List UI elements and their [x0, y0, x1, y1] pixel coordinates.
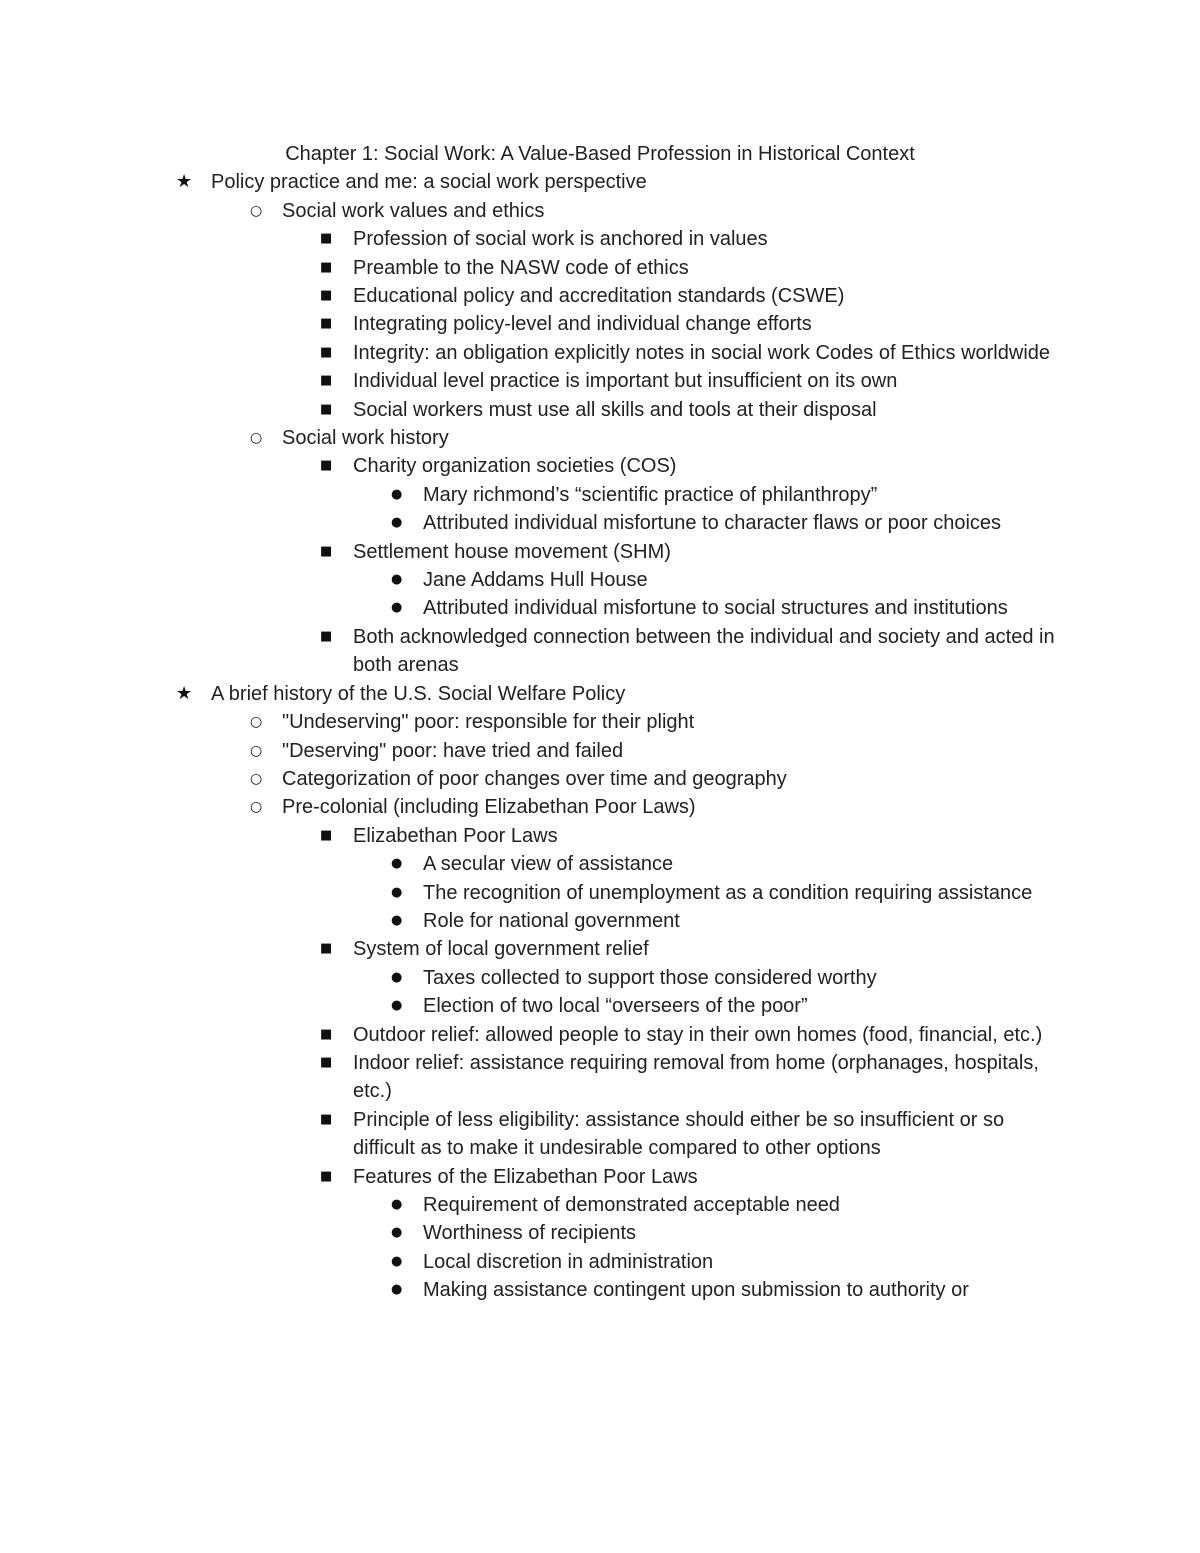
- outline-item-level-3: [0, 1049, 1063, 1106]
- square-bullet-icon: ■: [320, 259, 333, 275]
- square-bullet-icon: ■: [320, 401, 333, 417]
- outline-item-level-4: [0, 566, 1063, 594]
- outline-item-text: Social workers must use all skills and tools at their disposal: [353, 398, 877, 421]
- hollow-circle-bullet-icon: ○: [250, 430, 263, 447]
- star-bullet-icon: ★: [176, 682, 193, 704]
- dot-bullet-icon: ●: [391, 969, 403, 985]
- outline-item-text: Social work values and ethics: [282, 199, 545, 222]
- outline-item-level-3: [0, 935, 1063, 963]
- outline-item-text: Policy practice and me: a social work perspective: [211, 171, 647, 194]
- square-bullet-icon: ■: [320, 628, 333, 644]
- outline-item-text: Elizabethan Poor Laws: [353, 824, 558, 847]
- dot-bullet-icon: ●: [391, 856, 403, 872]
- outline-item-level-3: [0, 367, 1063, 395]
- outline-item-text: "Undeserving" poor: responsible for their plight: [282, 711, 695, 734]
- outline-item-level-4: [0, 907, 1063, 935]
- dot-bullet-icon: ●: [391, 1253, 403, 1269]
- outline-item-text: Making assistance contingent upon submission to authority or: [423, 1279, 969, 1302]
- outline-item-level-3: [0, 623, 1063, 680]
- square-bullet-icon: ■: [320, 1026, 333, 1042]
- square-bullet-icon: ■: [320, 1054, 333, 1070]
- outline-item-level-4: [0, 509, 1063, 537]
- outline-item-level-3: [0, 225, 1063, 253]
- outline-item-text: "Deserving" poor: have tried and failed: [282, 739, 624, 762]
- outline-item-level-2: [0, 793, 1062, 821]
- square-bullet-icon: ■: [320, 941, 333, 957]
- dot-bullet-icon: ●: [391, 1225, 403, 1241]
- square-bullet-icon: ■: [320, 373, 333, 389]
- outline-item-level-4: [0, 964, 1063, 992]
- outline-item-text: Pre-colonial (including Elizabethan Poor Laws): [282, 796, 696, 819]
- dot-bullet-icon: ●: [391, 884, 403, 900]
- outline-item-level-2: [0, 708, 1062, 736]
- outline-item-level-4: [0, 1276, 1063, 1304]
- outline-item-text: Local discretion in administration: [423, 1250, 714, 1273]
- outline-item-level-3: [0, 254, 1063, 282]
- outline-item-text: Integrating policy-level and individual change efforts: [353, 313, 812, 336]
- outline-item-level-2: [0, 197, 1062, 225]
- outline-item-text: Both acknowledged connection between the individual and society and acted in both arenas: [353, 625, 1055, 677]
- outline-item-text: Taxes collected to support those considered worthy: [423, 966, 877, 989]
- star-bullet-icon: ★: [176, 171, 193, 193]
- outline-item-text: Worthiness of recipients: [423, 1222, 637, 1245]
- outline-item-level-3: [0, 282, 1063, 310]
- square-bullet-icon: ■: [320, 316, 333, 332]
- square-bullet-icon: ■: [320, 1168, 333, 1184]
- dot-bullet-icon: ●: [391, 486, 403, 502]
- square-bullet-icon: ■: [320, 827, 333, 843]
- square-bullet-icon: ■: [320, 344, 333, 360]
- outline-item-text: Election of two local “overseers of the poor”: [423, 995, 808, 1018]
- outline-item-text: A brief history of the U.S. Social Welfare Policy: [211, 682, 626, 705]
- outline-item-level-3: [0, 1021, 1063, 1049]
- outline-item-level-1: [0, 680, 1071, 708]
- hollow-circle-bullet-icon: ○: [250, 770, 263, 787]
- outline-item-text: Settlement house movement (SHM): [353, 540, 671, 563]
- outline-item-text: Preamble to the NASW code of ethics: [353, 256, 689, 279]
- outline-item-text: Profession of social work is anchored in values: [353, 228, 768, 251]
- outline-item-level-3: [0, 452, 1063, 480]
- outline-item-text: Categorization of poor changes over time and geography: [282, 767, 787, 790]
- outline-item-text: Attributed individual misfortune to social structures and institutions: [423, 597, 1008, 620]
- outline-item-text: Integrity: an obligation explicitly notes in social work Codes of Ethics worldwide: [353, 341, 1051, 364]
- outline-item-level-3: [0, 1163, 1063, 1191]
- hollow-circle-bullet-icon: ○: [250, 799, 263, 816]
- outline-item-text: Charity organization societies (COS): [353, 455, 677, 478]
- outline-item-level-3: [0, 822, 1063, 850]
- outline-item-level-1: [0, 168, 1071, 196]
- outline-item-text: Role for national government: [423, 909, 680, 932]
- outline-item-level-3: [0, 1106, 1063, 1163]
- outline-item-text: Requirement of demonstrated acceptable need: [423, 1194, 840, 1217]
- outline-item-text: Social work history: [282, 427, 449, 450]
- square-bullet-icon: ■: [320, 458, 333, 474]
- outline-item-level-4: [0, 1248, 1063, 1276]
- dot-bullet-icon: ●: [391, 515, 403, 531]
- outline-item-text: Educational policy and accreditation standards (CSWE): [353, 285, 845, 308]
- dot-bullet-icon: ●: [391, 1197, 403, 1213]
- outline-item-text: Indoor relief: assistance requiring removal from home (orphanages, hospitals, etc.): [353, 1051, 1039, 1103]
- outline-item-text: Mary richmond’s “scientific practice of philanthropy”: [423, 483, 878, 506]
- outline-item-text: A secular view of assistance: [423, 853, 674, 876]
- outline-item-level-3: [0, 339, 1063, 367]
- outline-item-level-4: [0, 481, 1063, 509]
- outline-item-level-3: [0, 538, 1063, 566]
- outline-item-level-4: [0, 1219, 1063, 1247]
- dot-bullet-icon: ●: [391, 998, 403, 1014]
- dot-bullet-icon: ●: [391, 1282, 403, 1298]
- outline-item-text: Features of the Elizabethan Poor Laws: [353, 1165, 698, 1188]
- outline-item-text: Jane Addams Hull House: [423, 569, 648, 592]
- outline-item-level-3: [0, 310, 1063, 338]
- dot-bullet-icon: ●: [391, 600, 403, 616]
- outline-item-level-2: [0, 765, 1062, 793]
- outline-item-text: Principle of less eligibility: assistance should either be so insufficient or so difficult as to make it undesirable compared to other options: [353, 1108, 1005, 1160]
- square-bullet-icon: ■: [320, 543, 333, 559]
- dot-bullet-icon: ●: [391, 912, 403, 928]
- outline-item-text: Individual level practice is important but insufficient on its own: [353, 370, 898, 393]
- square-bullet-icon: ■: [320, 1111, 333, 1127]
- outline-item-text: System of local government relief: [353, 938, 649, 961]
- square-bullet-icon: ■: [320, 288, 333, 304]
- dot-bullet-icon: ●: [391, 572, 403, 588]
- hollow-circle-bullet-icon: ○: [250, 714, 263, 731]
- outline-item-level-2: [0, 424, 1062, 452]
- outline-item-text: Attributed individual misfortune to character flaws or poor choices: [423, 512, 1002, 535]
- outline-item-level-4: [0, 879, 1063, 907]
- outline-item-text: Outdoor relief: allowed people to stay in their own homes (food, financial, etc.): [353, 1023, 1043, 1046]
- hollow-circle-bullet-icon: ○: [250, 742, 263, 759]
- outline-item-level-4: [0, 992, 1063, 1020]
- outline-item-level-4: [0, 1191, 1063, 1219]
- hollow-circle-bullet-icon: ○: [250, 202, 263, 219]
- outline-item-level-4: [0, 594, 1063, 622]
- document-title: Chapter 1: Social Work: A Value-Based Profession in Historical Context: [285, 143, 915, 165]
- outline-item-level-2: [0, 737, 1062, 765]
- outline-item-text: The recognition of unemployment as a condition requiring assistance: [423, 881, 1033, 904]
- outline-item-level-3: [0, 396, 1063, 424]
- outline-item-level-4: [0, 850, 1063, 878]
- outline-list: [0, 168, 1200, 1304]
- square-bullet-icon: ■: [320, 231, 333, 247]
